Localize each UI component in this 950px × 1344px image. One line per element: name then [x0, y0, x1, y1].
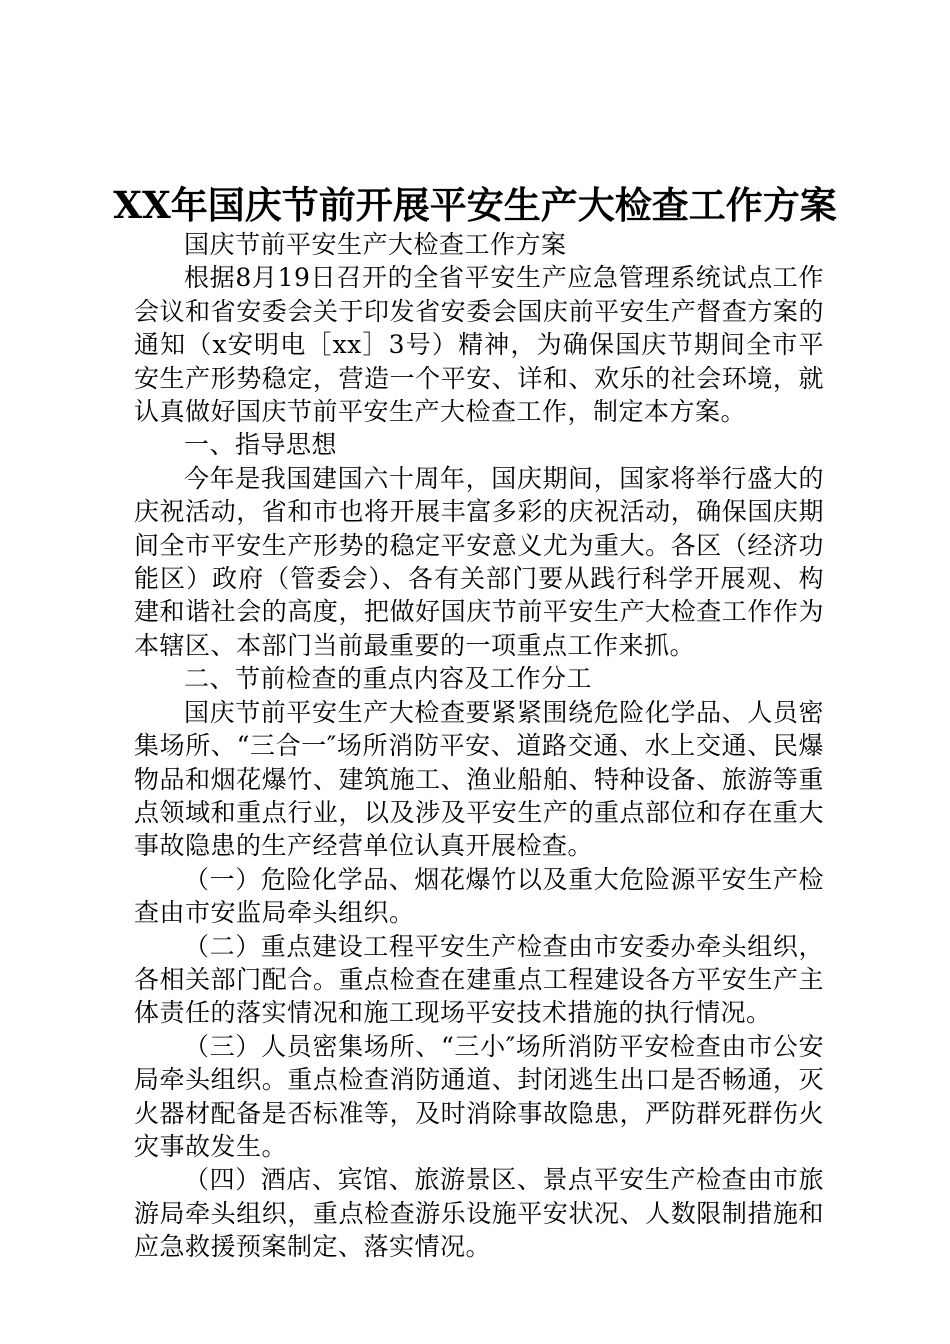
section-heading-guiding-thought: 一、指导思想	[184, 430, 338, 460]
item-2-paragraph: （二）重点建设工程平安生产检查由市安委办牵头组织，各相关部门配合。重点检查在建重点工程建设各方平安生产主体责任的落实情况和施工现场平安技术措施的执行情况。	[134, 931, 824, 1028]
item-3-paragraph: （三）人员密集场所、“三小″场所消防平安检查由市公安局牵头组织。重点检查消防通道、封闭逃生出口是否畅通，灭火器材配备是否标准等，及时消除事故隐患，严防群死群伤火灾事故发生。	[134, 1031, 824, 1161]
item-1-paragraph: （一）危险化学品、烟花爆竹以及重大危险源平安生产检查由市安监局牵头组织。	[134, 864, 824, 928]
key-content-paragraph: 国庆节前平安生产大检查要紧紧围绕危险化学品、人员密集场所、“三合一″场所消防平安、道路交通、水上交通、民爆物品和烟花爆竹、建筑施工、渔业船舶、特种设备、旅游等重点领域和重点行业，以及涉及平安生产的重点部位和存在重大事故隐患的生产经营单位认真开展检查。	[134, 697, 824, 861]
document-body	[134, 228, 824, 1264]
section-heading-key-content: 二、节前检查的重点内容及工作分工	[184, 664, 593, 694]
subtitle-paragraph: 国庆节前平安生产大检查工作方案	[184, 230, 567, 259]
item-4-paragraph: （四）酒店、宾馆、旅游景区、景点平安生产检查由市旅游局牵头组织，重点检查游乐设施平安状况、人数限制措施和应急救援预案制定、落实情况。	[134, 1165, 824, 1262]
document-title: XX年国庆节前开展平安生产大检查工作方案	[113, 183, 837, 227]
guiding-thought-paragraph: 今年是我国建国六十周年，国庆期间，国家将举行盛大的庆祝活动，省和市也将开展丰富多彩的庆祝活动，确保国庆期间全市平安生产形势的稳定平安意义尤为重大。各区（经济功能区）政府（管委会）、各有关部门要从践行科学开展观、构建和谐社会的高度，把做好国庆节前平安生产大检查工作作为本辖区、本部门当前最重要的一项重点工作来抓。	[134, 463, 824, 660]
intro-paragraph: 根据8月19日召开的全省平安生产应急管理系统试点工作会议和省安委会关于印发省安委会国庆前平安生产督查方案的通知（x安明电［xx］3号）精神，为确保国庆节期间全市平安生产形势稳定，营造一个平安、详和、欢乐的社会环境，就认真做好国庆节前平安生产大检查工作，制定本方案。	[134, 263, 824, 427]
